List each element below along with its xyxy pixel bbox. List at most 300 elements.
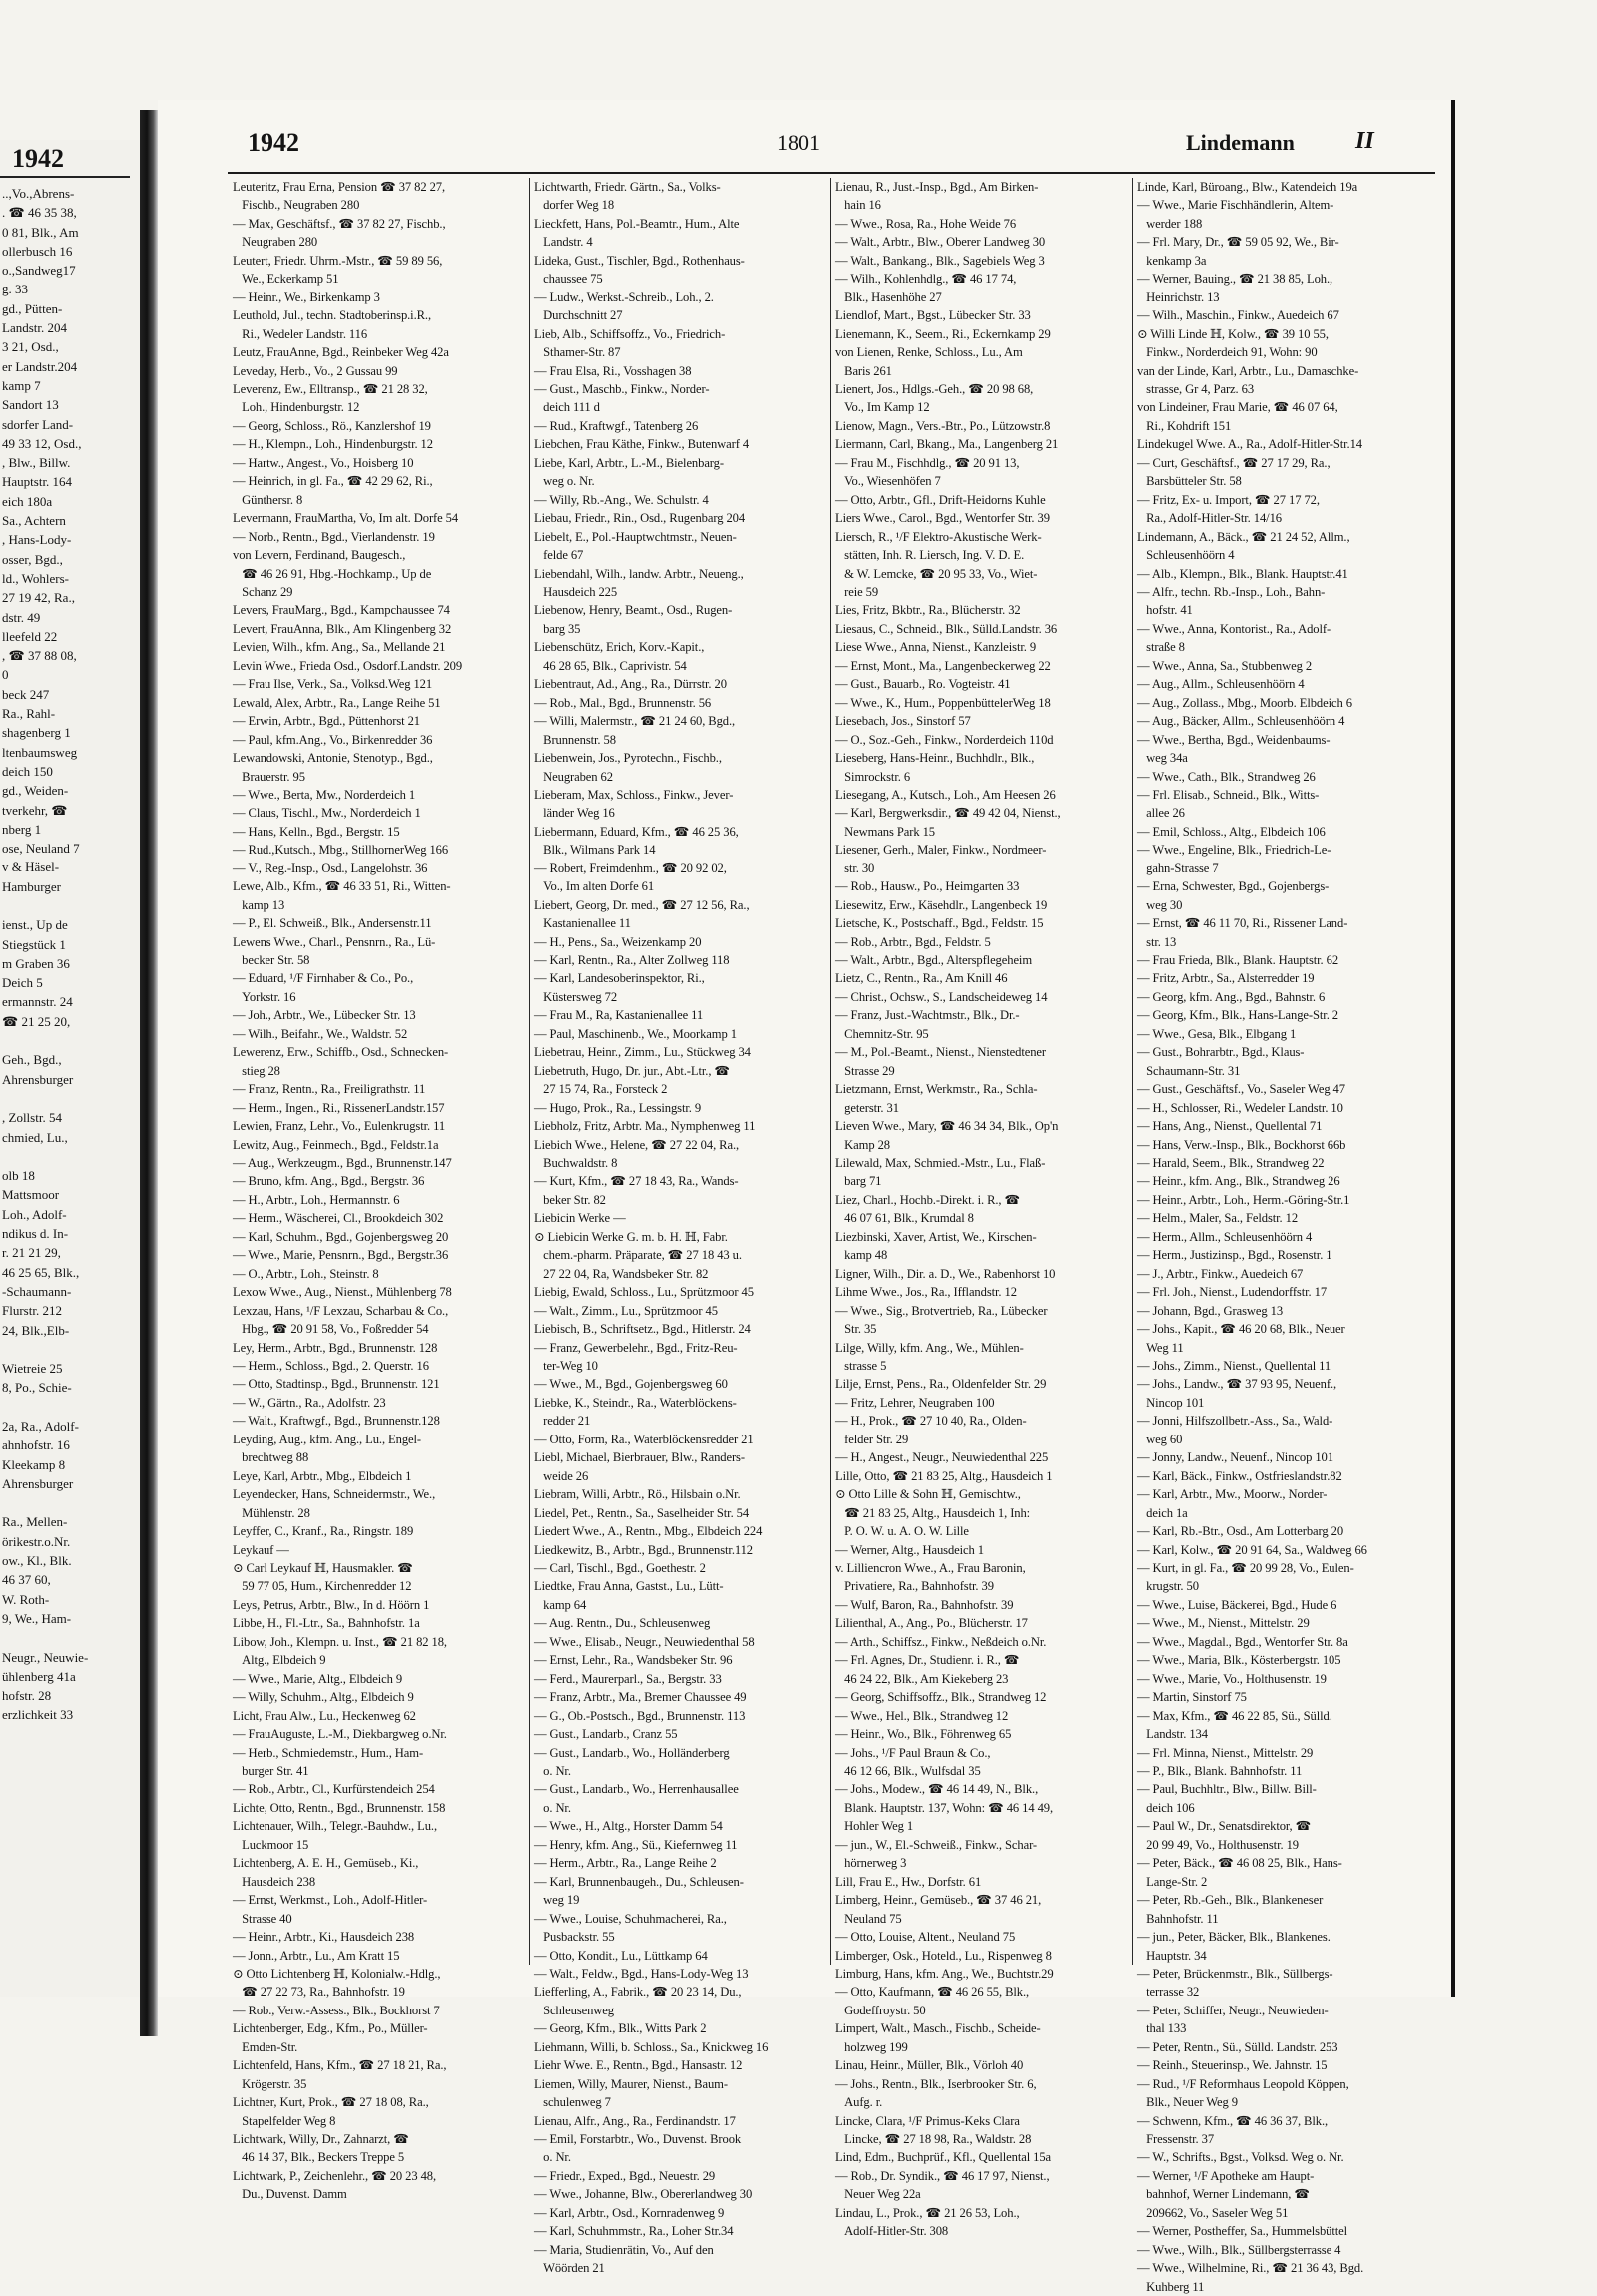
directory-entry: — Georg, Kfm., Blk., Witts Park 2 [534, 2021, 707, 2036]
directory-entry: — Karl, Schuhmmstr., Ra., Loher Str.34 [534, 2224, 734, 2239]
directory-entry: — Christ., Ochsw., S., Landscheideweg 14 [835, 989, 1048, 1004]
directory-entry: Hauptstr. 34 [1137, 1948, 1207, 1963]
previous-page-line: deich 150 [2, 763, 53, 779]
directory-entry: Pusbackstr. 55 [534, 1930, 615, 1945]
directory-entry: o. Nr. [534, 2150, 571, 2165]
directory-entry: ⊙ Liebicin Werke G. m. b. H. ℍ, Fabr. [534, 1229, 728, 1244]
directory-entry: Privatiere, Ra., Bahnhofstr. 39 [835, 1579, 994, 1594]
directory-entry: gahn-Strasse 7 [1137, 861, 1219, 875]
previous-page-line: 24, Blk.,Elb- [2, 1322, 70, 1338]
directory-entry: chaussee 75 [534, 272, 603, 287]
previous-page-line [2, 1147, 136, 1166]
directory-entry: Landstr. 134 [1137, 1727, 1208, 1742]
directory-entry: Limberg, Heinr., Gemüseb., ☎ 37 46 21, [835, 1893, 1042, 1908]
directory-entry: Blk., Neuer Weg 9 [1137, 2095, 1238, 2110]
directory-entry: — Wwe., H., Altg., Horster Damm 54 [534, 1819, 723, 1834]
directory-entry: Neuland 75 [835, 1911, 902, 1926]
directory-entry: — Rob., Dr. Syndik., ☎ 46 17 97, Nienst., [835, 2168, 1050, 2183]
directory-entry: straße 8 [1137, 640, 1185, 655]
directory-entry: — Fritz, Lehrer, Neugraben 100 [835, 1395, 995, 1410]
directory-entry: Ri., Kohdrift 151 [1137, 418, 1232, 433]
directory-entry: — Emil, Forstarbtr., Wo., Duvenst. Brook [534, 2132, 742, 2147]
directory-entry: Lilienthal, A., Ang., Po., Blücherstr. 17 [835, 1616, 1028, 1631]
directory-entry: Strasse 29 [835, 1063, 895, 1078]
directory-entry: beker Str. 82 [534, 1192, 606, 1207]
directory-entry: Vo., Im Kamp 12 [835, 400, 930, 415]
directory-entry: ⊙ Carl Leykauf ℍ, Hausmakler. ☎ [233, 1560, 413, 1575]
directory-entry: holzweg 199 [835, 2039, 908, 2054]
directory-entry: — Frau M., Fischhdlg., ☎ 20 91 13, [835, 455, 1020, 470]
directory-entry: — Wwe., Bertha, Bgd., Weidenbaums- [1137, 732, 1331, 747]
directory-entry: — Heinr., kfm. Ang., Blk., Strandweg 26 [1137, 1174, 1340, 1189]
directory-entry: von Lienen, Renke, Schloss., Lu., Am [835, 345, 1023, 360]
directory-entry: 46 24 22, Blk., Am Kiekeberg 23 [835, 1671, 1009, 1686]
directory-entry: — Johs., Landw., ☎ 37 93 95, Neuenf., [1137, 1377, 1337, 1392]
previous-page-line: Ra., Mellen- [2, 1514, 68, 1530]
directory-entry: — Wwe., M., Nienst., Mittelstr. 29 [1137, 1616, 1310, 1631]
directory-entry: Liedel, Pet., Rentn., Sa., Saselheider Str. 54 [534, 1505, 750, 1520]
directory-entry: — Carl, Tischl., Bgd., Goethestr. 2 [534, 1560, 706, 1575]
directory-entry: — Herm., Allm., Schleusenhöörn 4 [1137, 1229, 1313, 1244]
directory-entry: — FrauAuguste, L.-M., Diekbargweg o.Nr. [233, 1727, 447, 1742]
directory-entry: Landstr. 4 [534, 235, 593, 250]
previous-page-line: 9, We., Ham- [2, 1610, 72, 1626]
page-edge [1451, 100, 1455, 1997]
directory-entry: — Willy, Schuhm., Altg., Elbdeich 9 [233, 1690, 414, 1705]
directory-entry: Leyffer, C., Kranf., Ra., Ringstr. 189 [233, 1524, 414, 1539]
directory-entry: Ri., Wedeler Landstr. 116 [233, 326, 368, 341]
directory-entry: — Karl, Schuhm., Bgd., Gojenbergsweg 20 [233, 1229, 449, 1244]
directory-entry: Lieberam, Max, Schloss., Finkw., Jever- [534, 787, 734, 802]
directory-entry: — Curt, Geschäftsf., ☎ 27 17 29, Ra., [1137, 455, 1331, 470]
directory-entry: thal 133 [1137, 2021, 1187, 2036]
directory-entry: — Gust., Landarb., Cranz 55 [534, 1727, 678, 1742]
directory-entry: allee 26 [1137, 806, 1185, 821]
directory-entry: Bahnhofstr. 11 [1137, 1911, 1219, 1926]
directory-entry: weg 19 [534, 1893, 580, 1908]
previous-page-line: chmied, Lu., [2, 1129, 68, 1145]
directory-entry: — Paul, kfm.Ang., Vo., Birkenredder 36 [233, 732, 433, 747]
directory-entry: Liebe, Karl, Arbtr., L.-M., Bielenbarg- [534, 455, 724, 470]
directory-entry: bahnhof, Werner Lindemann, ☎ [1137, 2187, 1310, 2202]
directory-entry: — Friedr., Exped., Bgd., Neuestr. 29 [534, 2168, 716, 2183]
directory-entry: Liesewitz, Erw., Käsehdlr., Langenbeck 19 [835, 897, 1048, 912]
previous-page-line: 0 [2, 667, 9, 683]
directory-entry: — Wwe., Marie, Vo., Holthusenstr. 19 [1137, 1671, 1327, 1686]
directory-entry: Liebentraut, Ad., Ang., Ra., Dürrstr. 20 [534, 677, 727, 692]
directory-entry: — Rud.,Kutsch., Mbg., StillhornerWeg 166 [233, 843, 449, 858]
directory-entry: Liemen, Willy, Maurer, Nienst., Baum- [534, 2076, 728, 2091]
directory-entry: Hausdeich 225 [534, 584, 618, 599]
directory-entry: — Walt., Arbtr., Blw., Oberer Landweg 30 [835, 235, 1046, 250]
previous-page-line: Ra., Rahl- [2, 706, 56, 722]
directory-entry: Lichtenauer, Wilh., Telegr.-Bauhdw., Lu., [233, 1819, 438, 1834]
directory-entry: — Wilh., Beifahr., We., Waldstr. 52 [233, 1026, 408, 1041]
directory-entry: P. O. W. u. A. O. W. Lille [835, 1524, 969, 1539]
directory-entry: — Johs., Zimm., Nienst., Quellental 11 [1137, 1359, 1331, 1373]
directory-entry: Ley, Herm., Arbtr., Bgd., Brunnenstr. 128 [233, 1340, 438, 1355]
directory-entry: — Hans, Kelln., Bgd., Bergstr. 15 [233, 824, 400, 839]
directory-entry: — Ernst, Mont., Ma., Langenbeckerweg 22 [835, 658, 1051, 673]
directory-entry: Lewe, Alb., Kfm., ☎ 46 33 51, Ri., Witten- [233, 879, 451, 894]
directory-entry: Lindekugel Wwe. A., Ra., Adolf-Hitler-Str.14 [1137, 437, 1362, 452]
directory-entry: — Paul, Buchhltr., Blw., Billw. Bill- [1137, 1782, 1317, 1797]
directory-entry: brechtweg 88 [233, 1450, 309, 1465]
directory-entry: — Johs., Rentn., Blk., Iserbrooker Str. 6, [835, 2076, 1037, 2091]
directory-entry: Leyding, Aug., kfm. Ang., Lu., Engel- [233, 1432, 422, 1446]
directory-entry: weg o. Nr. [534, 474, 595, 489]
directory-entry: schulenweg 7 [534, 2095, 611, 2110]
directory-entry: Lewandowski, Antonie, Stenotyp., Bgd., [233, 751, 433, 766]
directory-entry: — H., Prok., ☎ 27 10 40, Ra., Olden- [835, 1414, 1027, 1429]
directory-entry: Liesebach, Jos., Sinstorf 57 [835, 714, 971, 729]
directory-entry: — Karl, Arbtr., Osd., Kornradenweg 9 [534, 2205, 725, 2220]
directory-entry: Lietsche, K., Postschaff., Bgd., Feldstr. 15 [835, 916, 1044, 931]
directory-entry: — Wwe., Anna, Sa., Stubbenweg 2 [1137, 658, 1313, 673]
previous-page-line: , Blw., Billw. [2, 455, 71, 471]
directory-entry: Liebke, K., Steindr., Ra., Waterblöckens- [534, 1395, 737, 1410]
directory-entry: — Rob., Verw.-Assess., Blk., Bockhorst 7 [233, 2003, 440, 2017]
directory-entry: Krögerstr. 35 [233, 2076, 307, 2091]
directory-entry: — Walt., Feldw., Bgd., Hans-Lody-Weg 13 [534, 1966, 749, 1981]
previous-page-line: ☎ 21 25 20, [2, 1013, 71, 1029]
directory-entry: Liezbinski, Xaver, Artist, We., Kirschen- [835, 1229, 1037, 1244]
directory-entry: Günthersr. 8 [233, 492, 303, 507]
directory-entry: Lilje, Ernst, Pens., Ra., Oldenfelder Str. 29 [835, 1377, 1047, 1392]
directory-entry: Sthamer-Str. 87 [534, 345, 621, 360]
directory-entry: Liesegang, A., Kutsch., Loh., Am Heesen 26 [835, 787, 1056, 802]
directory-entry: Lieseberg, Hans-Heinr., Buchhdlr., Blk., [835, 751, 1035, 766]
previous-page-line: 2a, Ra., Adolf- [2, 1419, 79, 1434]
directory-entry: — Werner, ¹/F Apotheke am Haupt- [1137, 2168, 1315, 2183]
directory-entry: — Kurt, in gl. Fa., ☎ 20 99 28, Vo., Eulen- [1137, 1560, 1354, 1575]
directory-entry: — Claus, Tischl., Mw., Norderdeich 1 [233, 806, 421, 821]
directory-entry: — Frl. Joh., Nienst., Ludendorffstr. 17 [1137, 1285, 1328, 1300]
header-year: 1942 [248, 128, 299, 157]
directory-entry: Lieven Wwe., Mary, ☎ 46 34 34, Blk., Op'n [835, 1119, 1059, 1134]
directory-entry: — Walt., Arbtr., Bgd., Alterspflegeheim [835, 953, 1033, 968]
directory-entry: — Ludw., Werkst.-Schreib., Loh., 2. [534, 289, 714, 304]
previous-page-line: Stiegstück 1 [2, 936, 66, 952]
directory-entry: — Heinrich, in gl. Fa., ☎ 42 29 62, Ri., [233, 474, 433, 489]
previous-page-line: Deich 5 [2, 975, 43, 991]
directory-entry: — Karl, Rentn., Ra., Alter Zollweg 118 [534, 953, 730, 968]
directory-entry: Liebig, Ewald, Schloss., Lu., Sprützmoor 45 [534, 1285, 754, 1300]
directory-entry: — Wwe., Hel., Blk., Strandweg 12 [835, 1708, 1009, 1723]
previous-page-line: ltenbaumsweg [2, 744, 78, 760]
directory-entry: — Otto, Louise, Altent., Neuland 75 [835, 1930, 1016, 1945]
directory-entry: Adolf-Hitler-Str. 308 [835, 2224, 949, 2239]
previous-page-line: , Zollstr. 54 [2, 1110, 62, 1126]
directory-entry: Leutert, Friedr. Uhrm.-Mstr., ☎ 59 89 56, [233, 253, 443, 268]
directory-entry: — Karl, Bergwerksdir., ☎ 49 42 04, Nienst., [835, 806, 1061, 821]
directory-entry: Liebenwein, Jos., Pyrotechn., Fischb., [534, 751, 722, 766]
directory-entry: Limburg, Hans, kfm. Ang., We., Buchtstr.29 [835, 1966, 1054, 1981]
directory-entry: — Walt., Kraftwgf., Bgd., Brunnenstr.128 [233, 1414, 440, 1429]
column-3 [835, 178, 1127, 2239]
directory-entry: — H., Angest., Neugr., Neuwiedenthal 225 [835, 1450, 1049, 1465]
directory-entry: Neuer Weg 22a [835, 2187, 921, 2202]
directory-entry: Lange-Str. 2 [1137, 1874, 1208, 1889]
directory-entry: — Wwe., Gesa, Blk., Elbgang 1 [1137, 1026, 1297, 1041]
directory-entry: von Lindeiner, Frau Marie, ☎ 46 07 64, [1137, 400, 1338, 415]
previous-page-line: Ahrensburger [2, 1475, 74, 1491]
directory-entry: str. 30 [835, 861, 875, 875]
directory-entry: — Otto, Form, Ra., Waterblöckensredder 21 [534, 1432, 754, 1446]
directory-entry: — Wwe., Sig., Brotvertrieb, Ra., Lübecker [835, 1303, 1048, 1318]
directory-entry: — Gust., Maschb., Finkw., Norder- [534, 381, 710, 396]
previous-page-line: W. Roth- [2, 1591, 50, 1607]
directory-entry: Liebelt, E., Pol.-Hauptwchtmstr., Neuen- [534, 529, 737, 544]
directory-entry: — Alfr., techn. Rb.-Insp., Loh., Bahn- [1137, 584, 1326, 599]
previous-page-line [2, 1628, 136, 1647]
previous-page-line: Geh., Bgd., [2, 1052, 62, 1068]
previous-page-line [2, 1340, 136, 1359]
directory-entry: Aufg. r. [835, 2095, 883, 2110]
directory-entry: — Georg, Kfm., Blk., Hans-Lange-Str. 2 [1137, 1008, 1338, 1023]
directory-entry: Lienau, Alfr., Ang., Ra., Ferdinandstr. 17 [534, 2113, 736, 2128]
directory-entry: — Gust., Geschäftsf., Vo., Saseler Weg 47 [1137, 1082, 1345, 1097]
directory-entry: Blk., Wilmans Park 14 [534, 843, 656, 858]
directory-entry: — Aug., Bäcker, Allm., Schleusenhöörn 4 [1137, 714, 1345, 729]
directory-entry: — Paul, Maschinenb., We., Moorkamp 1 [534, 1026, 737, 1041]
directory-entry: ⊙ Otto Lille & Sohn ℍ, Gemischtw., [835, 1487, 1021, 1502]
previous-page-line: ..,Vo.,Abrens- [2, 186, 75, 201]
directory-entry: kenkamp 3a [1137, 253, 1207, 268]
directory-entry: Lichtenfeld, Hans, Kfm., ☎ 27 18 21, Ra., [233, 2058, 447, 2073]
previous-page-line: erzlichkeit 33 [2, 1707, 74, 1723]
previous-page-line: 27 19 42, Ra., [2, 590, 75, 606]
volume-number: II [1355, 128, 1374, 154]
directory-entry: Lienert, Jos., Hdlgs.-Geh., ☎ 20 98 68, [835, 381, 1034, 396]
directory-entry: Liebetrau, Heinr., Zimm., Lu., Stückweg 34 [534, 1045, 751, 1060]
directory-entry: — Helm., Maler, Sa., Feldstr. 12 [1137, 1211, 1299, 1226]
previous-page-line: ndikus d. In- [2, 1226, 69, 1242]
directory-entry: — H., Arbtr., Loh., Hermannstr. 6 [233, 1192, 400, 1207]
previous-page-line: osser, Bgd., [2, 551, 63, 567]
directory-entry: Levin Wwe., Frieda Osd., Osdorf.Landstr. 209 [233, 658, 463, 673]
previous-page-line: lleefeld 22 [2, 628, 58, 644]
directory-entry: — O., Soz.-Geh., Finkw., Norderdeich 110d [835, 732, 1054, 747]
directory-entry: Fischb., Neugraben 280 [233, 198, 360, 213]
directory-entry: Strasse 40 [233, 1911, 292, 1926]
directory-entry: Nincop 101 [1137, 1395, 1205, 1410]
directory-entry: — Aug., Werkzeugm., Bgd., Brunnenstr.147 [233, 1156, 452, 1171]
directory-entry: — Franz, Arbtr., Ma., Bremer Chaussee 49 [534, 1690, 747, 1705]
directory-entry: — Ernst, Werkmst., Loh., Adolf-Hitler- [233, 1893, 428, 1908]
directory-entry: Lewald, Alex, Arbtr., Ra., Lange Reihe 51 [233, 695, 441, 710]
directory-entry: — Aug. Rentn., Du., Schleusenweg [534, 1616, 711, 1631]
directory-entry: — jun., Peter, Bäcker, Blk., Blankenes. [1137, 1930, 1331, 1945]
previous-page-line: -Schaumann- [2, 1283, 72, 1299]
directory-entry: länder Weg 16 [534, 806, 615, 821]
directory-entry: — Heinr., Arbtr., Loh., Herm.-Göring-Str.1 [1137, 1192, 1350, 1207]
directory-entry: — Rud., ¹/F Reformhaus Leopold Köppen, [1137, 2076, 1349, 2091]
previous-page-line: ienst., Up de [2, 917, 68, 933]
directory-entry: Lichtner, Kurt, Prok., ☎ 27 18 08, Ra., [233, 2095, 429, 2110]
column-divider [1132, 178, 1133, 1965]
directory-entry: Liesener, Gerh., Maler, Finkw., Nordmeer- [835, 843, 1047, 858]
directory-entry: 46 12 66, Blk., Wulfsdal 35 [835, 1763, 981, 1778]
directory-entry: Blank. Hauptstr. 137, Wohn: ☎ 46 14 49, [835, 1800, 1054, 1815]
directory-entry: Emden-Str. [233, 2039, 298, 2054]
directory-entry: ter-Weg 10 [534, 1359, 598, 1373]
previous-page-line: , Hans-Lody- [2, 532, 72, 548]
directory-entry: — Erna, Schwester, Bgd., Gojenbergs- [1137, 879, 1330, 894]
directory-entry: reie 59 [835, 584, 879, 599]
previous-page-fragment [0, 140, 140, 1997]
directory-entry: Levien, Wilh., kfm. Ang., Sa., Mellande 21 [233, 640, 446, 655]
directory-entry: hain 16 [835, 198, 881, 213]
directory-entry: Lindemann, A., Bäck., ☎ 21 24 52, Allm., [1137, 529, 1350, 544]
directory-entry: — Werner, Bauing., ☎ 21 38 85, Loh., [1137, 272, 1333, 287]
directory-entry: — Wwe., M., Bgd., Gojenbergsweg 60 [534, 1377, 728, 1392]
directory-entry: Lienow, Magn., Vers.-Btr., Po., Lützowstr.8 [835, 418, 1051, 433]
directory-entry: — Franz, Gewerbelehr., Bgd., Fritz-Reu- [534, 1340, 738, 1355]
directory-entry: — Wwe., Wilh., Blk., Süllbergsterrasse 4 [1137, 2242, 1341, 2257]
directory-entry: Kastanienallee 11 [534, 916, 631, 931]
directory-entry: — Wwe., Rosa, Ra., Hohe Weide 76 [835, 216, 1017, 231]
directory-entry: Chemnitz-Str. 95 [835, 1026, 929, 1041]
directory-entry: — Johs., Modew., ☎ 46 14 49, N., Blk., [835, 1782, 1039, 1797]
directory-entry: — Frau Ilse, Verk., Sa., Volksd.Weg 121 [233, 677, 433, 692]
directory-entry: — Fritz, Ex- u. Import, ☎ 27 17 72, [1137, 492, 1320, 507]
directory-entry: — Frl. Elisab., Schneid., Blk., Witts- [1137, 787, 1320, 802]
directory-entry: Lietzmann, Ernst, Werkmstr., Ra., Schla- [835, 1082, 1038, 1097]
directory-entry: Lihme Wwe., Jos., Ra., Ifflandstr. 12 [835, 1285, 1017, 1300]
directory-entry: deich 1a [1137, 1505, 1188, 1520]
previous-page-line: ld., Wohlers- [2, 570, 69, 586]
directory-entry: — Aug., Zollass., Mbg., Moorb. Elbdeich 6 [1137, 695, 1352, 710]
previous-page-line: kamp 7 [2, 377, 41, 393]
previous-page-line: Wietreie 25 [2, 1361, 63, 1377]
directory-entry: krugstr. 50 [1137, 1579, 1199, 1594]
directory-entry: strasse 5 [835, 1359, 887, 1373]
directory-entry: 46 28 65, Blk., Caprivistr. 54 [534, 658, 687, 673]
directory-entry: 59 77 05, Hum., Kirchenredder 12 [233, 1579, 412, 1594]
directory-entry: felder Str. 29 [835, 1432, 909, 1446]
column-divider [529, 178, 530, 1965]
directory-entry: — Peter, Rentn., Sü., Sülld. Landstr. 253 [1137, 2039, 1338, 2054]
directory-entry: burger Str. 41 [233, 1763, 309, 1778]
directory-entry: Lichte, Otto, Rentn., Bgd., Brunnenstr. 158 [233, 1800, 446, 1815]
directory-entry: 209662, Vo., Saseler Weg 51 [1137, 2205, 1289, 2220]
directory-entry: Mühlenstr. 28 [233, 1505, 310, 1520]
directory-entry: Leverenz, Ew., Elltransp., ☎ 21 28 32, [233, 381, 428, 396]
directory-entry: — Franz, Just.-Wachtmstr., Blk., Dr.- [835, 1008, 1020, 1023]
directory-entry: & W. Lemcke, ☎ 20 95 33, Vo., Wiet- [835, 566, 1038, 581]
previous-page-line: 8, Po., Schie- [2, 1380, 72, 1396]
directory-entry: Lexzau, Hans, ¹/F Lexzau, Scharbau & Co., [233, 1303, 449, 1318]
directory-entry: — Gust., Bauarb., Ro. Vogteistr. 41 [835, 677, 1011, 692]
directory-entry: van der Linde, Karl, Arbtr., Lu., Damaschke- [1137, 363, 1359, 378]
directory-entry: Yorkstr. 16 [233, 989, 296, 1004]
directory-entry: — Wwe., Marie, Altg., Elbdeich 9 [233, 1671, 403, 1686]
previous-page-line [2, 1031, 136, 1050]
directory-entry: — Walt., Zimm., Lu., Sprützmoor 45 [534, 1303, 718, 1318]
directory-entry: Simrockstr. 6 [835, 769, 911, 784]
directory-entry: — Ernst, ☎ 46 11 70, Ri., Rissener Land- [1137, 916, 1348, 931]
directory-entry: Licht, Frau Alw., Lu., Heckenweg 62 [233, 1708, 416, 1723]
previous-page-line [2, 1493, 136, 1512]
running-title: Lindemann [1186, 130, 1295, 155]
directory-entry: — Wwe., Engeline, Blk., Friedrich-Le- [1137, 843, 1331, 858]
directory-entry: — Herm., Wäscherei, Cl., Brookdeich 302 [233, 1211, 444, 1226]
directory-entry: — Georg, Schloss., Rö., Kanzlershof 19 [233, 418, 431, 433]
directory-entry: — Gust., Landarb., Wo., Herrenhausallee [534, 1782, 739, 1797]
directory-entry: hofstr. 41 [1137, 603, 1193, 618]
directory-entry: — Frl. Minna, Nienst., Mittelstr. 29 [1137, 1745, 1314, 1760]
previous-page-line: g. 33 [2, 282, 28, 297]
directory-entry: 27 15 74, Ra., Forsteck 2 [534, 1082, 668, 1097]
directory-entry: Lind, Edm., Buchprüf., Kfl., Quellental 15a [835, 2150, 1052, 2165]
directory-entry: Lilge, Willy, kfm. Ang., We., Mühlen- [835, 1340, 1024, 1355]
directory-entry: 20 99 49, Vo., Holthusenstr. 19 [1137, 1837, 1299, 1852]
column-4 [1137, 178, 1428, 2294]
directory-entry: — Wwe., Berta, Mw., Norderdeich 1 [233, 787, 416, 802]
directory-entry: — Franz, Rentn., Ra., Freiligrathstr. 11 [233, 1082, 426, 1097]
directory-entry: v. Lilliencron Wwe., A., Frau Baronin, [835, 1560, 1026, 1575]
directory-entry: Lill, Frau E., Hw., Dorfstr. 61 [835, 1874, 982, 1889]
previous-page-line: gd., Weiden- [2, 783, 69, 799]
directory-entry: hörnerweg 3 [835, 1856, 907, 1871]
directory-entry: — V., Reg.-Insp., Osd., Langelohstr. 36 [233, 861, 428, 875]
directory-entry: — Rob., Arbtr., Bgd., Feldstr. 5 [835, 934, 991, 949]
directory-entry: — Karl, Landesoberinspektor, Ri., [534, 971, 705, 986]
directory-entry: felde 67 [534, 548, 584, 563]
directory-entry: — Paul W., Dr., Senatsdirektor, ☎ [1137, 1819, 1312, 1834]
previous-page-line: m Graben 36 [2, 955, 70, 971]
directory-entry: — Bruno, kfm. Ang., Bgd., Bergstr. 36 [233, 1174, 425, 1189]
directory-entry: — Peter, Brückenmstr., Blk., Süllbergs- [1137, 1966, 1333, 1981]
directory-entry: Str. 35 [835, 1322, 877, 1337]
directory-entry: — Herm., Arbtr., Ra., Lange Reihe 2 [534, 1856, 717, 1871]
directory-entry: ☎ 21 83 25, Altg., Hausdeich 1, Inh: [835, 1505, 1031, 1520]
directory-entry: — Norb., Rentn., Bgd., Vierlandenstr. 19 [233, 529, 435, 544]
previous-page-line: Neugr., Neuwie- [2, 1649, 89, 1665]
directory-entry: Lindau, L., Prok., ☎ 21 26 53, Loh., [835, 2205, 1020, 2220]
directory-entry: — Frau Elsa, Ri., Vosshagen 38 [534, 363, 692, 378]
previous-page-line: 3 21, Osd., [2, 339, 59, 355]
directory-entry: Du., Duvenst. Damm [233, 2187, 347, 2202]
directory-entry: redder 21 [534, 1414, 591, 1429]
directory-entry: — Wwe., Luise, Bäckerei, Bgd., Hude 6 [1137, 1597, 1337, 1612]
directory-entry: — M., Pol.-Beamt., Nienst., Nienstedtener [835, 1045, 1047, 1060]
directory-entry: Brauerstr. 95 [233, 769, 305, 784]
directory-entry: terrasse 32 [1137, 1985, 1200, 2000]
directory-entry: Liebich Wwe., Helene, ☎ 27 22 04, Ra., [534, 1137, 740, 1152]
directory-entry: Leuteritz, Frau Erna, Pension ☎ 37 82 27, [233, 180, 446, 194]
directory-entry: weg 60 [1137, 1432, 1183, 1446]
directory-entry: — Karl, Arbtr., Mw., Moorw., Norder- [1137, 1487, 1328, 1502]
previous-page-line: Mattsmoor [2, 1187, 60, 1203]
directory-entry: ⊙ Willi Linde ℍ, Kolw., ☎ 39 10 55, [1137, 326, 1329, 341]
directory-entry: Liesaus, C., Schneid., Blk., Sülld.Landstr. 36 [835, 621, 1058, 636]
directory-entry: Ra., Adolf-Hitler-Str. 14/16 [1137, 511, 1282, 526]
previous-page-line: nberg 1 [2, 821, 42, 837]
directory-entry: — Wwe., Maria, Blk., Kösterbergstr. 105 [1137, 1653, 1341, 1668]
directory-entry: Vo., Im alten Dorfe 61 [534, 879, 655, 894]
directory-entry: Leveday, Herb., Vo., 2 Gussau 99 [233, 363, 398, 378]
directory-entry: Lewitz, Aug., Feinmech., Bgd., Feldstr.1a [233, 1137, 439, 1152]
directory-entry: Barsbütteler Str. 58 [1137, 474, 1242, 489]
directory-entry: barg 35 [534, 621, 581, 636]
previous-page-line: o.,Sandweg17 [2, 263, 76, 279]
directory-entry: Liebau, Friedr., Rin., Osd., Rugenbarg 204 [534, 511, 746, 526]
directory-entry: — Wwe., Marie Fischhändlerin, Altem- [1137, 198, 1334, 213]
directory-entry: Lietz, C., Rentn., Ra., Am Knill 46 [835, 971, 1008, 986]
directory-entry: stieg 28 [233, 1063, 280, 1078]
